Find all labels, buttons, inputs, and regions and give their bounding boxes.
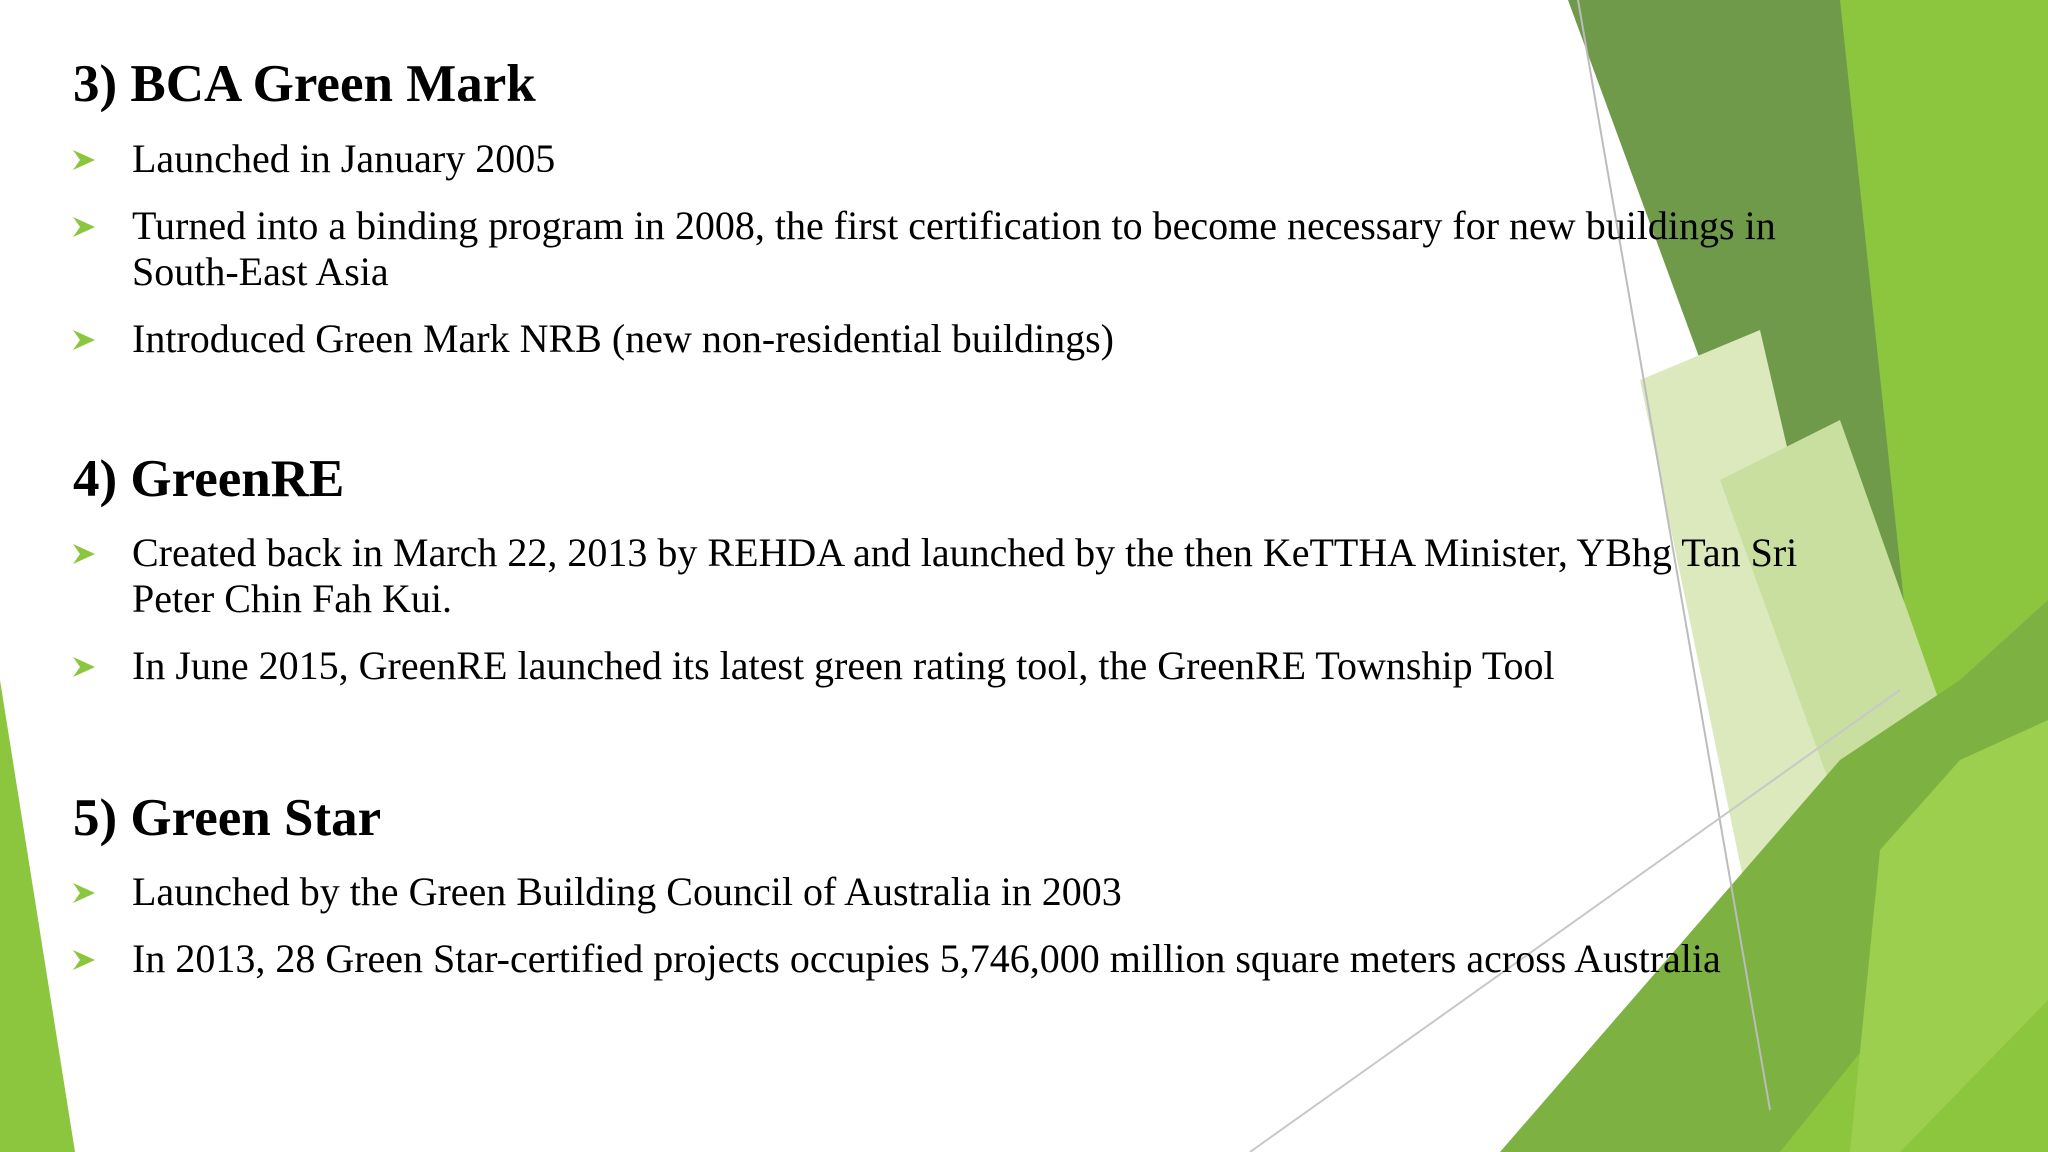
- arrow-bullet-icon: [73, 950, 95, 970]
- arrow-bullet-icon: [73, 657, 95, 677]
- bullet-text: Launched in January 2005: [132, 136, 556, 181]
- arrow-bullet-icon: [73, 330, 95, 350]
- arrow-bullet-icon: [73, 883, 95, 903]
- bullet-text: In June 2015, GreenRE launched its latest green rating tool, the GreenRE Township Tool: [132, 643, 1555, 688]
- arrow-bullet-icon: [73, 544, 95, 564]
- bullet-text: Turned into a binding program in 2008, the first certification to become necessary for new buildings in South-East Asia: [132, 203, 1776, 294]
- bullet-text: Launched by the Green Building Council of Australia in 2003: [132, 869, 1122, 914]
- arrow-bullet-icon: [73, 217, 95, 237]
- bullet-text: Created back in March 22, 2013 by REHDA and launched by the then KeTTHA Minister, YBhg Tan Sri Peter Chin Fah Kui.: [132, 530, 1798, 621]
- section-heading: 3) BCA Green Mark: [73, 55, 536, 113]
- left-green-sliver: [0, 680, 75, 1152]
- bullet-text: Introduced Green Mark NRB (new non-residential buildings): [132, 316, 1114, 361]
- section-heading: 5) Green Star: [73, 789, 382, 847]
- section-heading: 4) GreenRE: [73, 450, 345, 508]
- arrow-bullet-icon: [73, 150, 95, 170]
- bullet-text: In 2013, 28 Green Star-certified projects occupies 5,746,000 million square meters across Australia: [132, 936, 1721, 981]
